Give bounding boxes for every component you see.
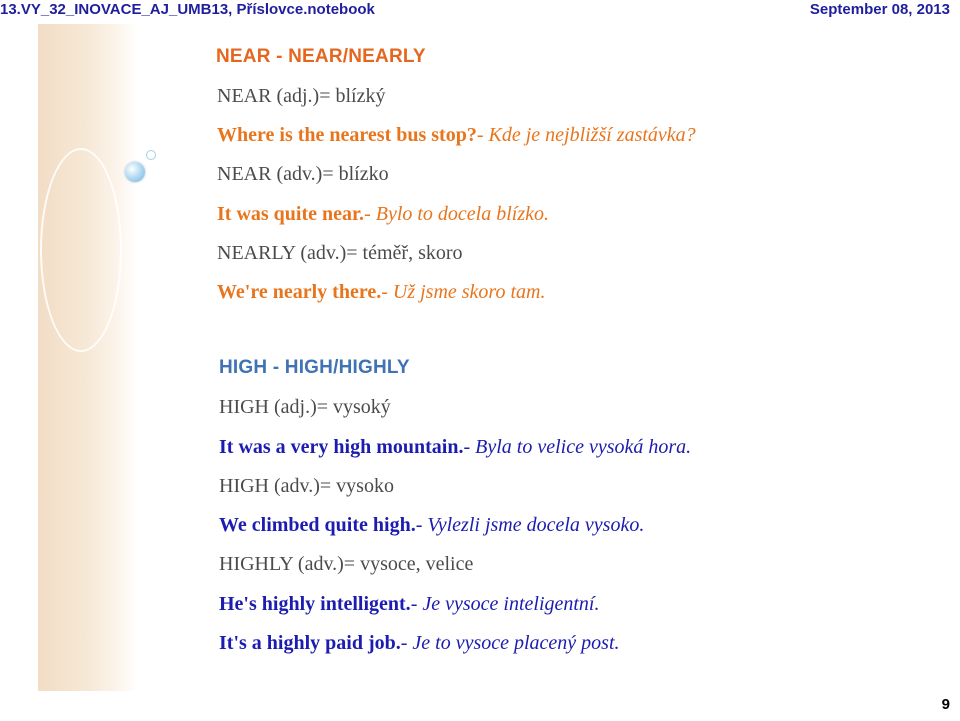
decorative-ring-icon	[40, 148, 122, 352]
example-line: He's highly intelligent.- Je vysoce inteligentní.	[219, 593, 600, 615]
decorative-stripe	[38, 24, 138, 691]
section-title-near: NEAR - NEAR/NEARLY	[216, 46, 426, 67]
example-line: We climbed quite high.- Vylezli jsme docela vysoko.	[219, 514, 645, 536]
page-number: 9	[941, 696, 950, 713]
notebook-filename: 13.VY_32_INOVACE_AJ_UMB13, Příslovce.notebook	[0, 1, 375, 18]
bubble-icon	[125, 162, 145, 182]
example-line: Where is the nearest bus stop?- Kde je nejbližší zastávka?	[217, 124, 696, 146]
example-line: It was a very high mountain.- Byla to velice vysoká hora.	[219, 436, 692, 458]
page-header	[0, 0, 960, 20]
definition-line: HIGHLY (adv.)= vysoce, velice	[219, 553, 474, 575]
definition-line: NEAR (adv.)= blízko	[217, 163, 389, 185]
definition-line: NEAR (adj.)= blízký	[217, 85, 386, 107]
example-line: It was quite near.- Bylo to docela blízko.	[217, 203, 550, 225]
section-title-high: HIGH - HIGH/HIGHLY	[219, 357, 410, 378]
example-line: We're nearly there.- Už jsme skoro tam.	[217, 281, 546, 303]
definition-line: NEARLY (adv.)= téměř, skoro	[217, 242, 463, 264]
definition-line: HIGH (adv.)= vysoko	[219, 475, 394, 497]
definition-line: HIGH (adj.)= vysoký	[219, 396, 391, 418]
example-line: It's a highly paid job.- Je to vysoce placený post.	[219, 632, 620, 654]
header-date: September 08, 2013	[809, 1, 950, 18]
small-bubble-icon	[146, 150, 156, 160]
